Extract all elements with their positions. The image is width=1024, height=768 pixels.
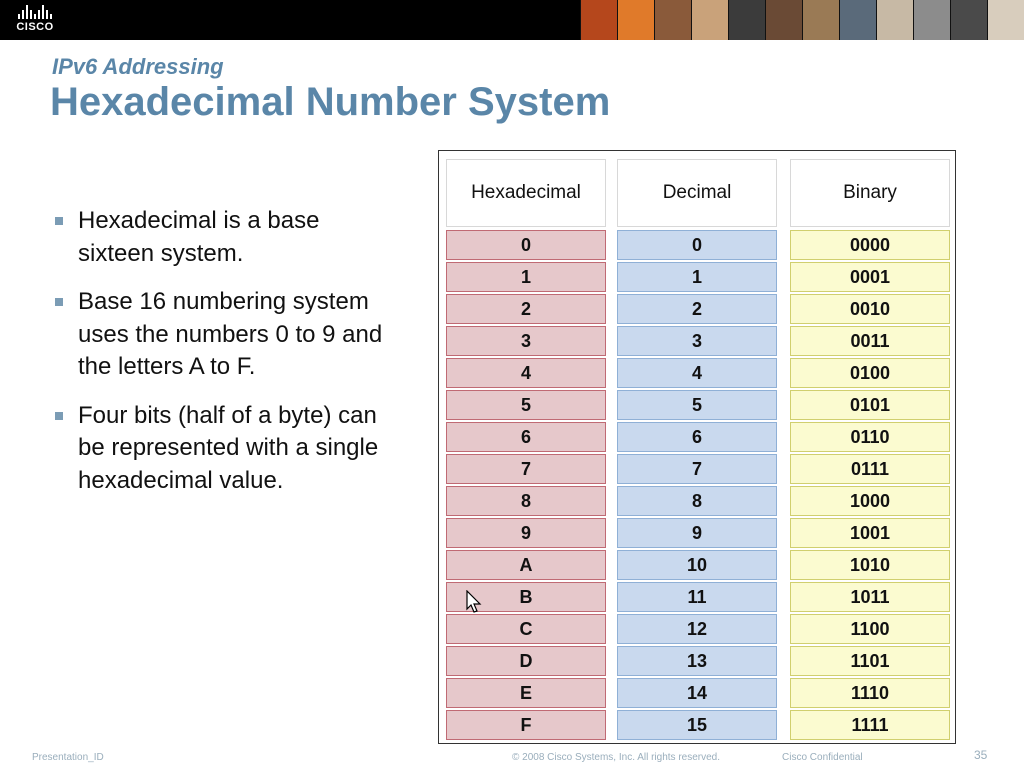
binary-cell: 0010 [790, 294, 950, 324]
decimal-cell: 10 [617, 550, 777, 580]
decimal-cell: 3 [617, 326, 777, 356]
hex-cell: A [446, 550, 606, 580]
header-bar [0, 0, 1024, 40]
header-photo [876, 0, 913, 40]
hex-cell: 1 [446, 262, 606, 292]
footer-confidential: Cisco Confidential [782, 752, 863, 763]
hex-cell: 7 [446, 454, 606, 484]
binary-cell: 0101 [790, 390, 950, 420]
page-number: 35 [974, 748, 988, 762]
binary-cell: 1110 [790, 678, 950, 708]
decimal-cell: 13 [617, 646, 777, 676]
bullet-item [52, 205, 392, 270]
header-photo [839, 0, 876, 40]
header-photo [987, 0, 1024, 40]
header-photo [617, 0, 654, 40]
header-photo [802, 0, 839, 40]
slide-title: Hexadecimal Number System [50, 80, 611, 124]
binary-cell: 0001 [790, 262, 950, 292]
header-photo [913, 0, 950, 40]
binary-cell: 1111 [790, 710, 950, 740]
decimal-cell: 11 [617, 582, 777, 612]
bullet-item [52, 400, 392, 498]
footer-copyright: © 2008 Cisco Systems, Inc. All rights reserved. [512, 752, 721, 763]
hex-cell: 3 [446, 326, 606, 356]
bullet-text: Four bits (half of a byte) can be represented with a single hexadecimal value. [78, 401, 379, 494]
hex-cell: 2 [446, 294, 606, 324]
header-photo [728, 0, 765, 40]
decimal-column [617, 159, 777, 740]
mouse-cursor-icon [466, 590, 482, 614]
decimal-cell: 4 [617, 358, 777, 388]
footer-presentation-id: Presentation_ID [32, 752, 104, 763]
cisco-logo [10, 5, 60, 35]
bullet-square-icon [55, 412, 63, 420]
binary-cell: 0011 [790, 326, 950, 356]
conversion-table [438, 150, 956, 744]
decimal-cell: 15 [617, 710, 777, 740]
decimal-cell: 8 [617, 486, 777, 516]
decimal-cell: 5 [617, 390, 777, 420]
hex-cell: 6 [446, 422, 606, 452]
binary-cell: 0100 [790, 358, 950, 388]
binary-cell: 1001 [790, 518, 950, 548]
hex-column [446, 159, 606, 740]
header-photo [765, 0, 802, 40]
decimal-cell: 2 [617, 294, 777, 324]
hex-cell: 9 [446, 518, 606, 548]
binary-cell: 0000 [790, 230, 950, 260]
bullet-square-icon [55, 298, 63, 306]
hex-cell: C [446, 614, 606, 644]
hex-column-header: Hexadecimal [446, 159, 606, 227]
hex-cell: 8 [446, 486, 606, 516]
cisco-bars-icon [10, 5, 60, 19]
hex-cell: E [446, 678, 606, 708]
hex-cell: 5 [446, 390, 606, 420]
bullet-list [52, 205, 392, 513]
binary-cell: 1000 [790, 486, 950, 516]
hex-cell: B [446, 582, 606, 612]
binary-column [790, 159, 950, 740]
bullet-text: Hexadecimal is a base sixteen system. [78, 207, 320, 267]
hex-cell: D [446, 646, 606, 676]
header-photo [950, 0, 987, 40]
decimal-cell: 0 [617, 230, 777, 260]
bullet-square-icon [55, 217, 63, 225]
bullet-text: Base 16 numbering system uses the numbers 0 to 9 and the letters A to F. [78, 288, 383, 380]
hex-cell: F [446, 710, 606, 740]
logo-text: CISCO [16, 21, 54, 33]
decimal-cell: 1 [617, 262, 777, 292]
header-photo [654, 0, 691, 40]
binary-cell: 1010 [790, 550, 950, 580]
binary-cell: 1011 [790, 582, 950, 612]
decimal-cell: 9 [617, 518, 777, 548]
hex-cell: 0 [446, 230, 606, 260]
hex-cell: 4 [446, 358, 606, 388]
binary-cell: 1100 [790, 614, 950, 644]
binary-cell: 0111 [790, 454, 950, 484]
decimal-cell: 12 [617, 614, 777, 644]
decimal-cell: 6 [617, 422, 777, 452]
header-photo [691, 0, 728, 40]
binary-column-header: Binary [790, 159, 950, 227]
slide-subtitle: IPv6 Addressing [52, 54, 224, 79]
header-photo-strip [580, 0, 1024, 40]
binary-cell: 1101 [790, 646, 950, 676]
header-photo [580, 0, 617, 40]
decimal-cell: 7 [617, 454, 777, 484]
decimal-column-header: Decimal [617, 159, 777, 227]
bullet-item [52, 286, 392, 384]
decimal-cell: 14 [617, 678, 777, 708]
binary-cell: 0110 [790, 422, 950, 452]
